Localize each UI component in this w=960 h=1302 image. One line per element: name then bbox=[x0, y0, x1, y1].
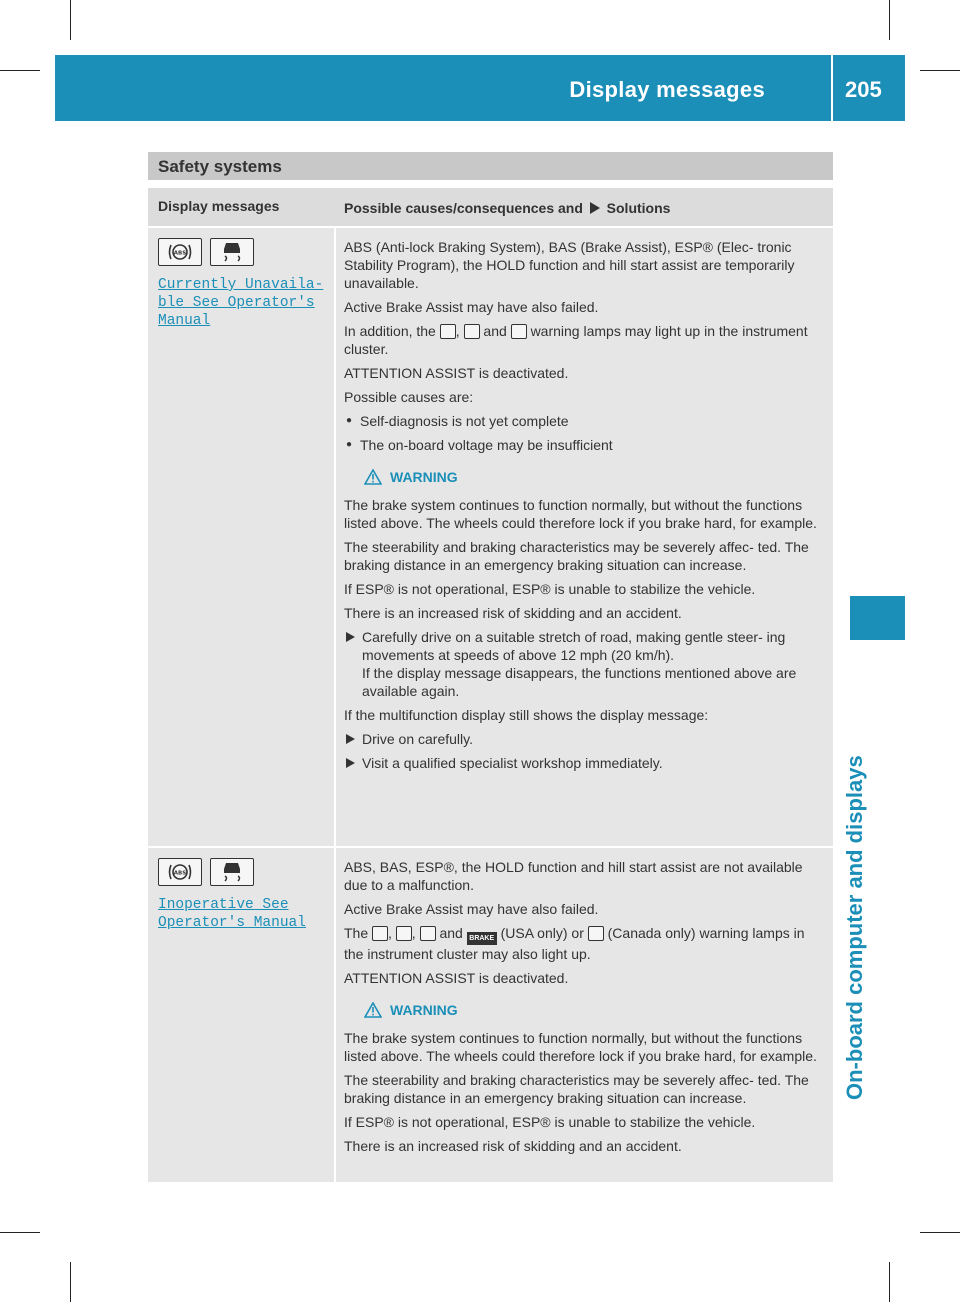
display-message-text: Inoperative See Operator's Manual bbox=[158, 897, 306, 931]
arrow-right-icon bbox=[346, 734, 355, 744]
esp-skid-icon bbox=[210, 858, 254, 886]
esp-lamp-icon bbox=[396, 926, 412, 941]
arrow-right-icon bbox=[346, 632, 355, 642]
side-chapter-label bbox=[842, 660, 882, 1110]
warning-triangle-icon bbox=[364, 469, 382, 485]
header-title: Display messages bbox=[569, 77, 765, 102]
abs-lamp-icon bbox=[440, 324, 456, 339]
page-header bbox=[55, 55, 905, 121]
warning-triangle-icon bbox=[364, 1002, 382, 1018]
arrow-right-icon bbox=[346, 758, 355, 768]
warning-heading: WARNING bbox=[364, 468, 821, 486]
arrow-right-icon bbox=[590, 202, 600, 214]
abs-warning-icon bbox=[158, 238, 202, 266]
esp-off-lamp-icon bbox=[511, 324, 527, 339]
abs-warning-icon bbox=[158, 858, 202, 886]
header-divider bbox=[831, 55, 833, 121]
table-header bbox=[148, 188, 833, 226]
causes-cell: ABS (Anti-lock Braking System), BAS (Brake Assist), ESP® (Elec- tronic Stability Program), the HOLD function and hill start assist are temporarily unavailable. Active Brake Assist may have also failed. In addition, the , and warning lamps may light up in the instrument cluster. ATTENTION ASSIST is deactivated. Possible causes are: ● Self-diagnosis is not yet complete ● The on-board voltage may be insufficient WARNING The brake system continues to function normally, but without the functions listed above. The wheels could therefore lock if you brake hard, for example. The steerability and braking characteristics may be severely affec- ted. The braking distance in an emergency braking situation can increase. If ESP® is not operational, ESP® is unable to stabilize the vehicle. There is an increased risk of skidding and an accident. Carefully drive on a suitable stretch of road, making gentle steer- ing movements at speeds of above 12 mph (20 km/h). If the display message disappears, the functions mentioned above are available again. If the multifunction display still shows the display message: Drive on carefully. Visit a qualified specialist workshop immediately. bbox=[336, 228, 833, 788]
crop-mark bbox=[0, 1232, 40, 1233]
causes-cell: ABS, BAS, ESP®, the HOLD function and hill start assist are not available due to a malfunction. Active Brake Assist may have also failed. The , , and BRAKE (USA only) or (Canada only) warning lamps in the instrument cluster may also light up. ATTENTION ASSIST is deactivated. WARNING The brake system continues to function normally, but without the functions listed above. The wheels could therefore lock if you brake hard, for example. The steerability and braking characteristics may be severely affec- ted. The braking distance in an emergency braking situation can increase. If ESP® is not operational, ESP® is unable to stabilize the vehicle. There is an increased risk of skidding and an accident. bbox=[336, 848, 833, 1171]
section-title: Safety systems bbox=[158, 157, 282, 176]
col-header-display-messages: Display messages bbox=[158, 198, 280, 214]
side-chapter-text: On-board computer and displays bbox=[842, 755, 867, 1100]
crop-mark bbox=[889, 1262, 890, 1302]
list-item: ● The on-board voltage may be insufficient bbox=[344, 436, 821, 454]
table-row bbox=[148, 226, 833, 846]
crop-mark bbox=[0, 70, 40, 71]
display-message-cell bbox=[148, 848, 336, 1182]
list-item: ● Self-diagnosis is not yet complete bbox=[344, 412, 821, 430]
messages-table bbox=[148, 188, 833, 1182]
table-row bbox=[148, 846, 833, 1182]
crop-mark bbox=[70, 1262, 71, 1302]
instruction-step: Carefully drive on a suitable stretch of road, making gentle steer- ing movements at speeds of above 12 mph (20 km/h). If the display message disappears, the functions mentioned above are available again. bbox=[344, 628, 821, 700]
abs-lamp-icon bbox=[372, 926, 388, 941]
crop-mark bbox=[70, 0, 71, 40]
display-message-text: Currently Unavaila‐ ble See Operator's Manual bbox=[158, 277, 324, 329]
crop-mark bbox=[920, 1232, 960, 1233]
side-tab-marker bbox=[850, 596, 905, 640]
section-heading bbox=[148, 152, 833, 180]
page-number: 205 bbox=[845, 77, 882, 102]
svg-text:ABS: ABS bbox=[173, 870, 187, 877]
esp-lamp-icon bbox=[464, 324, 480, 339]
brake-circle-lamp-icon bbox=[588, 926, 604, 941]
instruction-step: Visit a qualified specialist workshop immediately. bbox=[344, 754, 821, 772]
svg-text:ABS: ABS bbox=[173, 250, 187, 257]
warning-heading: WARNING bbox=[364, 1001, 821, 1019]
col-header-causes: Possible causes/consequences and Solutions bbox=[344, 200, 671, 216]
brake-lamp-icon: BRAKE bbox=[467, 932, 497, 945]
display-message-cell bbox=[148, 228, 336, 846]
esp-off-lamp-icon bbox=[420, 926, 436, 941]
crop-mark bbox=[889, 0, 890, 40]
crop-mark bbox=[920, 70, 960, 71]
instruction-step: Drive on carefully. bbox=[344, 730, 821, 748]
esp-skid-icon bbox=[210, 238, 254, 266]
